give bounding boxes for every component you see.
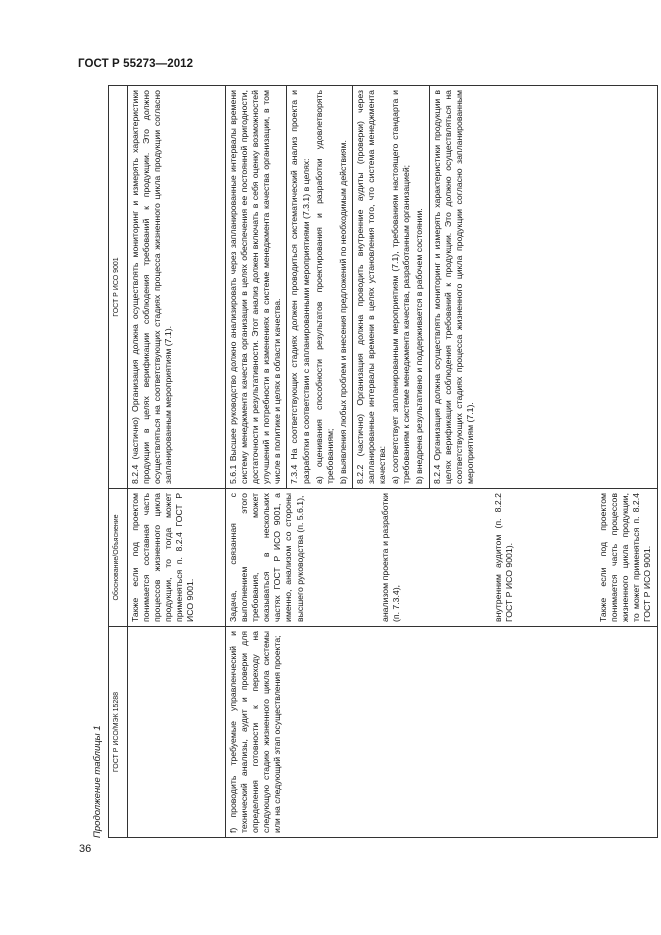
col-header-iso15288: ГОСТ Р ИСО/МЭК 15288 (109, 627, 128, 838)
clause-text: 5.6.1 Высшее руководство должно анализировать через запланированные интервалы времени систему менеджмента качества организации в целях обеспечения ее постоянной пригодности, достаточности и результативности. Этот анализ должен включать в себя оценку возможностей улучшений и потребности в изменениях в системе менеджмента качества организации, в том числе в политике и целях в области качества. (228, 90, 283, 484)
justification-text: анализом проекта и разработки (п. 7.3.4), (380, 493, 402, 622)
cell-iso9001 (226, 86, 658, 489)
cell-iso9001 (128, 86, 226, 489)
clause-text: 7.3.4 На соответствующих стадиях должен проводиться систематический анализ проекта и разработки в соответствии с запланированными мероприятиями (7.3.1) в целях: (289, 90, 311, 484)
table-row (226, 86, 658, 838)
clause-text: b) внедрена результативно и поддерживается в рабочем состоянии. (414, 208, 425, 484)
col-header-justification: Обоснование/Объяснение (109, 489, 128, 627)
document-header: ГОСТ Р 55273—2012 (78, 58, 194, 70)
clause-text: 8.2.4 Организация должна осуществлять мониторинг и измерять характеристики продукции в целях верификации соблюдения требований к продукции. Это должно осуществляться на соответствующих стадиях процесса жизненного цикла продукции согласно запланированным мероприятиям (7.1). (431, 90, 475, 484)
justification-text: Также если под проектом понимается часть процессов жизненного цикла продукции, то может применяться п. 8.2.4 ГОСТ Р ИСО 9001. (598, 493, 653, 622)
col-header-iso9001: ГОСТ Р ИСО 9001 (109, 86, 128, 489)
cell-justification (128, 489, 226, 627)
rotated-table-area (92, 86, 653, 838)
comparison-table (108, 85, 658, 838)
table-caption: Продолжение таблицы 1 (92, 725, 103, 838)
justification-text: Задача, связанная с выполнением этого требования, может оказываться в нескольких частях ГОСТ Р ИСО 9001, а именно, анализом со стороны высшего руководства (п. 5.6.1), (228, 493, 305, 622)
clause-text: b) выявления любых проблем и внесения предложений по необходимым действиям. (337, 140, 348, 484)
clause-text: a) оценивания способности результатов проектирования и разработки удовлетворять требованиям; (313, 90, 335, 484)
table-header-row (109, 86, 128, 838)
table-row (128, 86, 226, 838)
clause-text: 8.2.2 (частично) Организация должна проводить внутренние аудиты (проверки) через запланированные интервалы времени в целях установления того, что система менеджмента качества: (354, 90, 388, 484)
cell-justification (226, 489, 658, 627)
page-number: 36 (79, 843, 92, 855)
cell-iso15288: f) проводить требуемые управленческий и технический анализы, аудит и проверки для определения готовности к переходу на следующую стадию жизненного цикла системы или на следующий этап осуществления проекта; (226, 627, 658, 838)
justification-text: Также если под проектом понимается составная часть процессов жизненного цикла продукции, то тогда может применяться п. 8.2.4 ГОСТ Р ИСО 9001. (130, 493, 196, 622)
clause-text: a) соответствует запланированным мероприятиям (7.1), требованиям настоящего стандарта и требованиям к системе менеджмента качества, разработанным организацией; (390, 90, 412, 484)
justification-text: внутренним аудитом (п. 8.2.2 ГОСТ Р ИСО 9001). (493, 493, 515, 622)
cell-iso15288 (128, 627, 226, 838)
clause-text: 8.2.4 (частично) Организация должна осуществлять мониторинг и измерять характеристики продукции в целях верификации соблюдения требований к продукции. Это должно осуществляться на соответствующих стадиях процесса жизненного цикла продукции согласно запланированным мероприятиям (7.1). (130, 90, 174, 484)
